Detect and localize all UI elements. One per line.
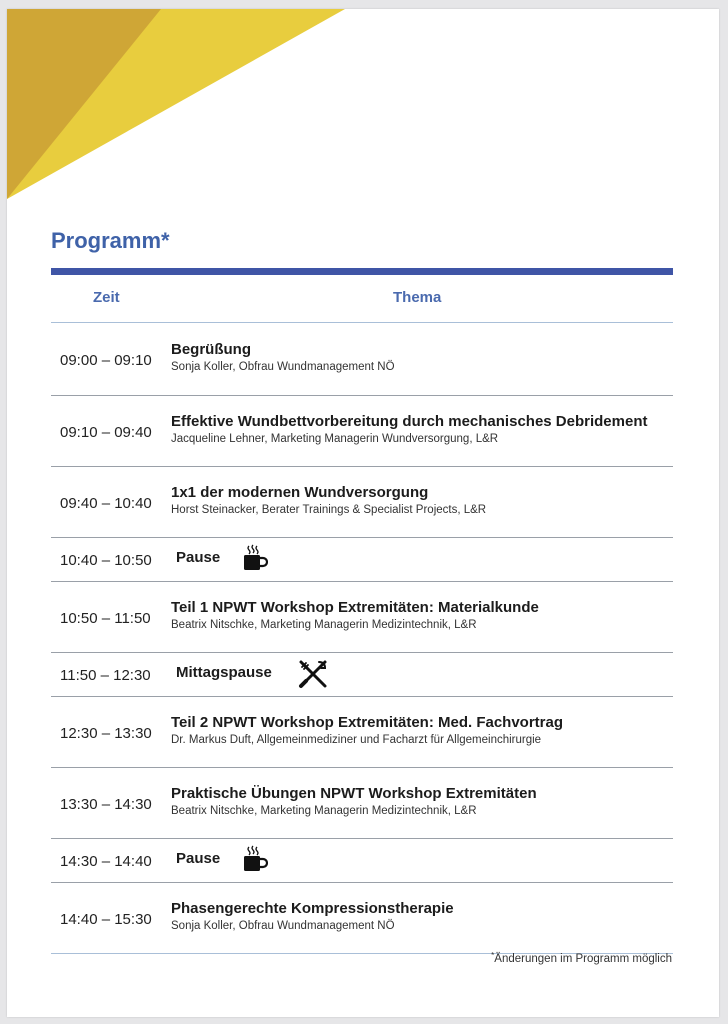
break-row	[51, 538, 673, 582]
speaker-name: Dr. Markus Duft, Allgemeinmediziner und Facharzt für Allgemeinchirurgie	[171, 733, 542, 746]
footnote-text: Änderungen im Programm möglich	[494, 953, 672, 965]
time-cell: 14:40 – 15:30	[60, 910, 152, 928]
break-label: Mittagspause	[176, 664, 272, 681]
coffee-cup-icon	[242, 544, 268, 577]
session-title: Teil 2 NPWT Workshop Extremitäten: Med. Fachvortrag	[171, 713, 564, 731]
speaker-name: Beatrix Nitschke, Marketing Managerin Medizintechnik, L&R	[171, 804, 477, 817]
session-title: Phasengerechte Kompressionstherapie	[171, 899, 454, 917]
break-label: Pause	[176, 549, 221, 566]
footnote	[491, 951, 672, 965]
time-cell: 09:40 – 10:40	[60, 494, 152, 512]
session-title: Begrüßung	[171, 340, 251, 358]
break-row	[51, 839, 673, 883]
speaker-name: Sonja Koller, Obfrau Wundmanagement NÖ	[171, 360, 395, 373]
time-cell: 11:50 – 12:30	[60, 667, 151, 684]
time-cell: 09:00 – 09:10	[60, 351, 152, 369]
yellow-corner-decoration	[7, 9, 367, 209]
session-title: Teil 1 NPWT Workshop Extremitäten: Materialkunde	[171, 598, 539, 616]
speaker-name: Sonja Koller, Obfrau Wundmanagement NÖ	[171, 919, 395, 932]
program-page	[7, 9, 719, 1017]
table-row	[51, 582, 673, 653]
table-row	[51, 768, 673, 839]
time-cell: 14:30 – 14:40	[60, 853, 152, 870]
speaker-name: Jacqueline Lehner, Marketing Managerin Wundversorgung, L&R	[171, 432, 499, 445]
time-cell: 09:10 – 09:40	[60, 423, 152, 441]
column-header-topic: Thema	[393, 289, 442, 306]
session-title: 1x1 der modernen Wundversorgung	[171, 483, 429, 501]
session-title: Praktische Übungen NPWT Workshop Extremitäten	[171, 784, 537, 802]
time-cell: 13:30 – 14:30	[60, 795, 152, 813]
speaker-name: Horst Steinacker, Berater Trainings & Specialist Projects, L&R	[171, 503, 487, 516]
column-header-time: Zeit	[93, 289, 120, 306]
page-title: Programm*	[51, 228, 170, 253]
break-row	[51, 653, 673, 697]
time-cell: 10:40 – 10:50	[60, 552, 152, 569]
table-row	[51, 396, 673, 467]
table-row	[51, 467, 673, 538]
table-row	[51, 697, 673, 768]
program-table	[51, 323, 673, 954]
title-rule	[51, 268, 673, 275]
session-title: Effektive Wundbettvorbereitung durch mechanisches Debridement	[171, 412, 648, 430]
table-row	[51, 323, 673, 396]
time-cell: 12:30 – 13:30	[60, 724, 152, 742]
speaker-name: Beatrix Nitschke, Marketing Managerin Medizintechnik, L&R	[171, 618, 477, 631]
coffee-cup-icon	[242, 845, 268, 878]
time-cell: 10:50 – 11:50	[60, 609, 151, 627]
table-row	[51, 883, 673, 954]
fork-knife-icon	[297, 658, 329, 695]
footnote-mark: *	[491, 951, 495, 960]
break-label: Pause	[176, 850, 221, 867]
